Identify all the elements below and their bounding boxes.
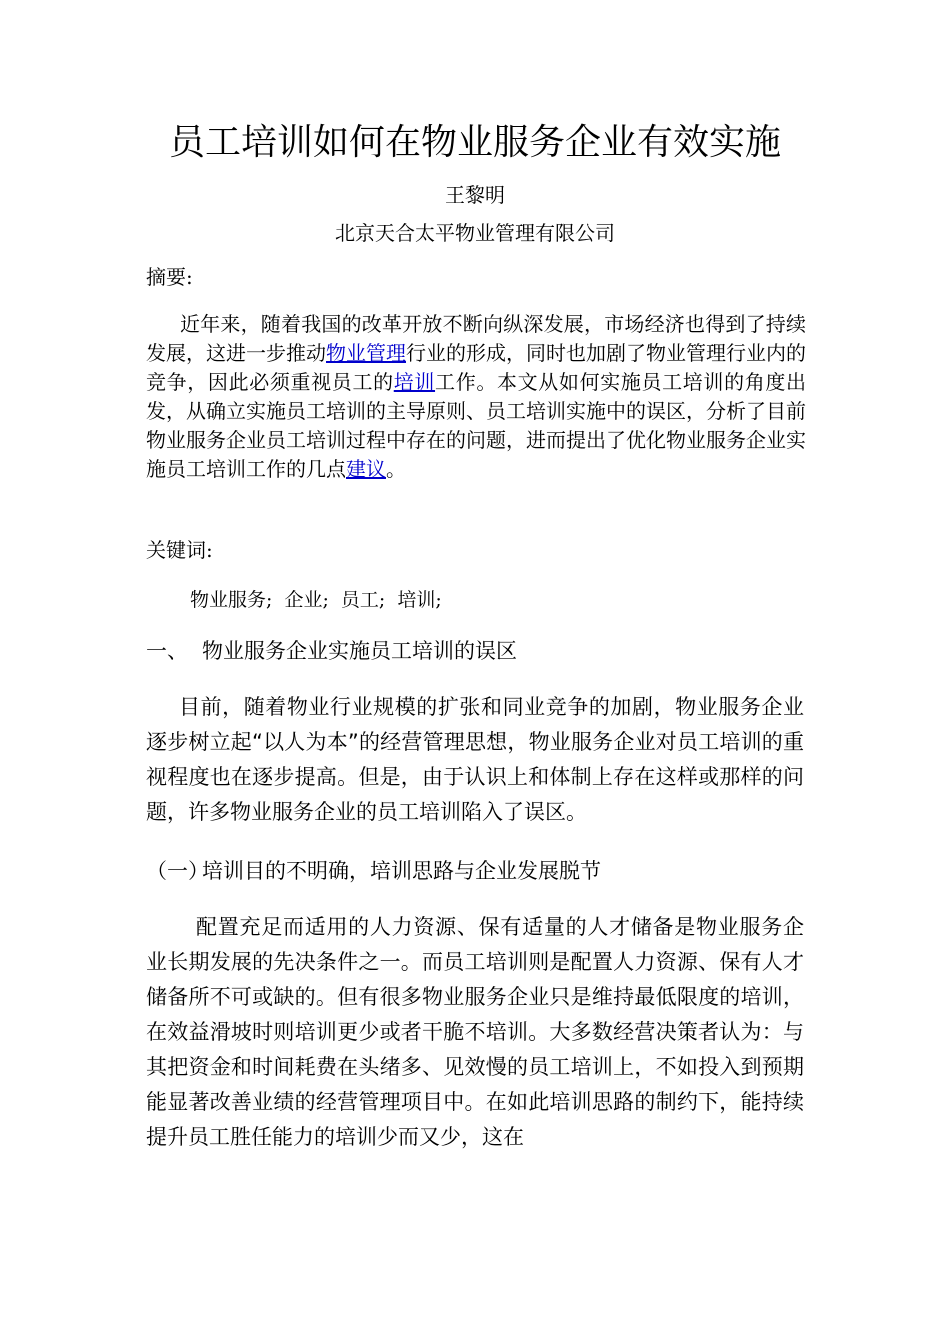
section-heading (146, 636, 517, 666)
abstract-text (146, 310, 806, 484)
keywords-list: 物业服务; 企业; 员工; 培训; (190, 589, 442, 611)
subsection-number: （一） (146, 859, 209, 883)
abstract-text-part: 。 (386, 457, 406, 481)
link-training[interactable]: 培训 (393, 370, 436, 394)
document-title: 员工培训如何在物业服务企业有效实施 (168, 122, 781, 163)
section-paragraph: 目前，随着物业行业规模的扩张和同业竞争的加剧，物业服务企业逐步树立起“以人为本”的经营管理思想，物业服务企业对员工培训的重视程度也在逐步提高。但是，由于认识上和体制上存在这样或那样的问题，许多物业服务企业的员工培训陷入了误区。 (146, 695, 804, 824)
subsection-title: 培训目的不明确，培训思路与企业发展脱节 (202, 859, 601, 883)
section-number: 一、 (146, 639, 188, 663)
section-title: 物业服务企业实施员工培训的误区 (202, 639, 517, 663)
author-name: 王黎明 (445, 183, 505, 207)
link-property-management[interactable]: 物业管理 (326, 341, 406, 365)
keywords-label: 关键词: (146, 538, 213, 562)
abstract-text-part: 工作。本文从如何实施员工培训的角度出发，从确立实施员工培训的主导原则、员工培训实施中的误区，分析了目前物业服务企业员工培训过程中存在的问题，进而提出了优化物业服务企业实施员工培训工作的几点 (146, 370, 807, 481)
link-suggestion[interactable]: 建议 (346, 457, 386, 481)
subsection-heading (146, 856, 601, 886)
abstract-text-part: 近年来，随着我国的改革开放不断向纵深发展，市场经济也得到了持续发展，这进一步推动 (146, 312, 806, 365)
author-organization: 北京天合太平物业管理有限公司 (335, 221, 615, 245)
subsection-paragraph: 配置充足而适用的人力资源、保有适量的人才储备是物业服务企业长期发展的先决条件之一。而员工培训则是配置人力资源、保有人才储备所不可或缺的。但有很多物业服务企业只是维持最低限度的培训，在效益滑坡时则培训更少或者干脆不培训。大多数经营决策者认为：与其把资金和时间耗费在头绪多、见效慢的员工培训上，不如投入到预期能显著改善业绩的经营管理项目中。在如此培训思路的制约下，能持续提升员工胜任能力的培训少而又少，这在 (146, 915, 804, 1149)
abstract-text-part: 行业的形成，同时也加剧了物业管理行业内的竞争，因此必须重视员工的 (146, 341, 806, 394)
abstract-label: 摘要: (146, 265, 193, 289)
